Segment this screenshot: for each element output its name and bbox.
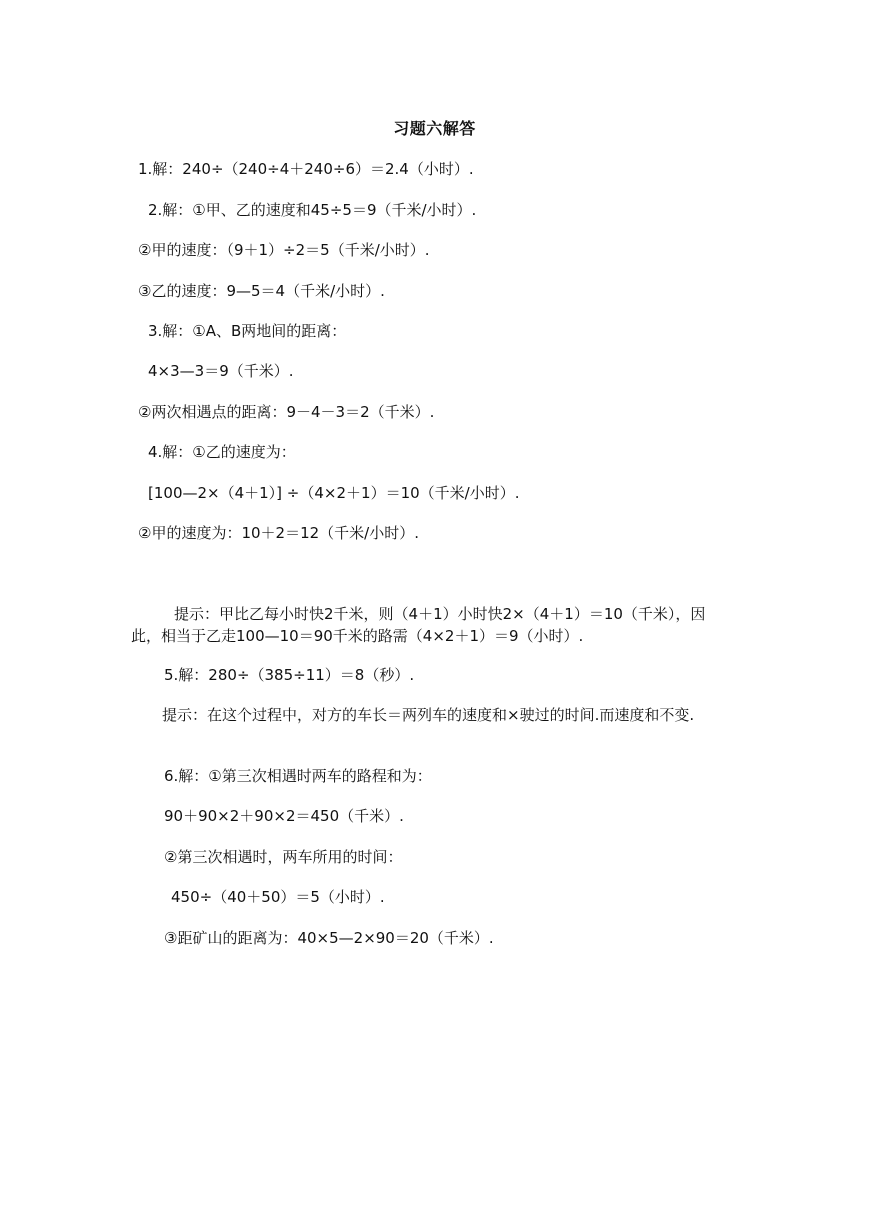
answer-3-part-2: ②两次相遇点的距离：9－4－3＝2（千米）. — [138, 403, 435, 421]
answer-5: 5.解：280÷（385÷11）＝8（秒）. — [164, 666, 415, 684]
hint-4: 提示：甲比乙每小时快2千米，则（4＋1）小时快2×（4＋1）＝10（千米），因此，相当于乙走100—10＝90千米的路需（4×2＋1）＝9（小时）. — [131, 605, 706, 645]
answer-1: 1.解：240÷（240÷4＋240÷6）＝2.4（小时）. — [138, 160, 474, 178]
answer-6-part-3: ③距矿山的距离为：40×5—2×90＝20（千米）. — [164, 929, 494, 947]
answer-4-part-1-expression: [100—2×（4＋1）] ÷（4×2＋1）＝10（千米/小时）. — [148, 484, 520, 502]
document-title: 习题六解答 — [393, 119, 476, 138]
hint-5: 提示：在这个过程中，对方的车长＝两列车的速度和×驶过的时间.而速度和不变. — [162, 706, 695, 724]
answer-4: 4.解：①乙的速度为： — [148, 443, 296, 461]
answer-6-part-2: ②第三次相遇时，两车所用的时间： — [164, 848, 403, 866]
answer-6: 6.解：①第三次相遇时两车的路程和为： — [164, 767, 432, 785]
answer-6-part-2-expression: 450÷（40＋50）＝5（小时）. — [171, 888, 385, 906]
answer-2-part-2: ②甲的速度：（9＋1）÷2＝5（千米/小时）. — [138, 241, 430, 259]
answer-6-part-1-expression: 90＋90×2＋90×2＝450（千米）. — [164, 807, 404, 825]
answer-3: 3.解：①A、B两地间的距离： — [148, 322, 347, 340]
answer-4-part-2: ②甲的速度为：10＋2＝12（千米/小时）. — [138, 524, 419, 542]
answer-3-part-1-expression: 4×3—3＝9（千米）. — [148, 362, 294, 380]
answer-2-part-3: ③乙的速度：9—5＝4（千米/小时）. — [138, 282, 385, 300]
answer-2: 2.解：①甲、乙的速度和45÷5＝9（千米/小时）. — [148, 201, 477, 219]
